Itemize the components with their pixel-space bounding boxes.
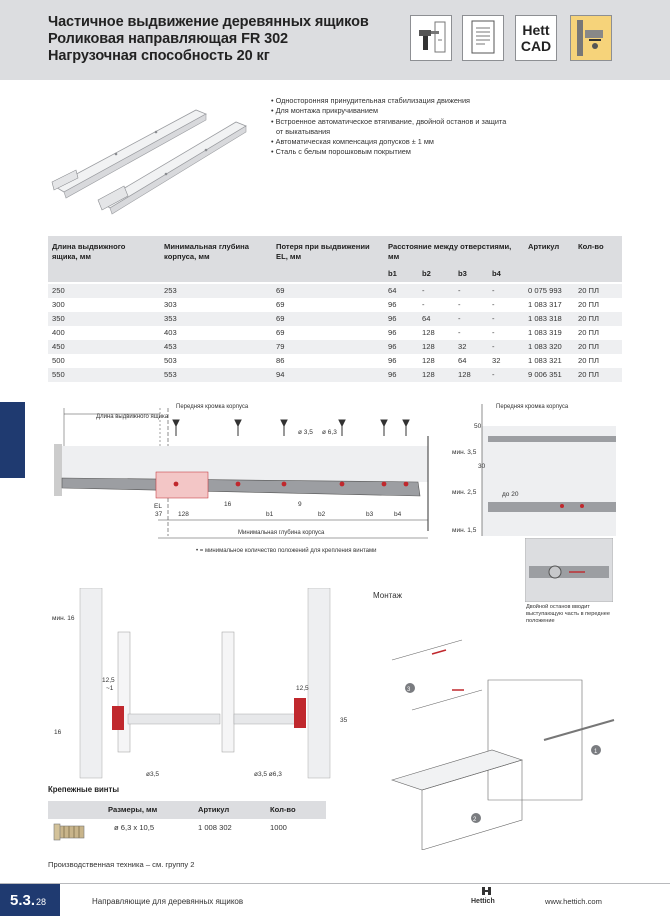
- footer-url[interactable]: www.hettich.com: [545, 897, 602, 906]
- feature-item: • Сталь с белым порошковым покрытием: [271, 147, 511, 157]
- mounting-hole: [404, 482, 409, 487]
- table-cell-b2: -: [422, 300, 425, 309]
- table-cell-qty: 20 ПЛ: [578, 342, 599, 351]
- screw-note: • = минимальное количество положений для крепления винтами: [196, 548, 377, 554]
- section-dim-125-left: 12,5: [102, 677, 115, 684]
- double-stop-note: Двойной останов вводит выступающую часть в переднее положение: [526, 604, 610, 624]
- section-side-tab: [0, 402, 25, 478]
- table-cell-depth: 403: [164, 328, 177, 337]
- screw-mark-icon: [381, 420, 387, 436]
- dim-b4: b4: [394, 511, 402, 518]
- title-line-2: Роликовая направляющая FR 302: [48, 31, 289, 47]
- table-row: [48, 368, 622, 382]
- table-cell-length: 350: [52, 314, 65, 323]
- cross-section-drawing: [48, 588, 348, 780]
- runner-front-detail: [452, 398, 616, 538]
- table-cell-b2: 64: [422, 314, 431, 323]
- col-b4: b4: [492, 269, 501, 278]
- table-cell-b1: 96: [388, 300, 397, 309]
- col-b3: b3: [458, 269, 467, 278]
- screw-col-article: Артикул: [198, 805, 230, 814]
- table-cell-loss: 79: [276, 342, 285, 351]
- section-dim-min16: мин. 16: [52, 615, 75, 622]
- table-row: [48, 340, 622, 354]
- table-row: [48, 312, 622, 326]
- col-length: Длина выдвижного ящика, мм: [52, 242, 126, 261]
- feature-item: • Автоматическая компенсация допусков ± 1 мм: [271, 137, 511, 147]
- montage-step-1: 1: [594, 749, 598, 755]
- montage-step-2: 2: [473, 817, 477, 823]
- table-cell-loss: 94: [276, 370, 285, 379]
- screw-qty: 1000: [270, 823, 287, 832]
- min-depth-label: Минимальная глубина корпуса: [238, 530, 325, 536]
- table-cell-loss: 69: [276, 286, 285, 295]
- montage-title: Монтаж: [373, 591, 402, 600]
- table-cell-depth: 453: [164, 342, 177, 351]
- table-cell-b4: -: [492, 300, 495, 309]
- front-edge-label: Передняя кромка корпуса: [176, 404, 249, 410]
- mounting-detail-icon[interactable]: [570, 15, 612, 61]
- table-cell-depth: 303: [164, 300, 177, 309]
- cad-line-2: CAD: [520, 38, 552, 54]
- page-title: [48, 14, 398, 65]
- table-cell-b3: -: [458, 300, 461, 309]
- table-cell-qty: 20 ПЛ: [578, 286, 599, 295]
- table-cell-b3: -: [458, 328, 461, 337]
- table-cell-length: 500: [52, 356, 65, 365]
- hettcad-icon[interactable]: [515, 15, 557, 61]
- dim-b3: b3: [366, 511, 374, 518]
- screw-mark-icon: [281, 420, 287, 436]
- hole-d63-label: ø 6,3: [322, 429, 337, 436]
- col-b2: b2: [422, 269, 431, 278]
- table-cell-b1: 96: [388, 356, 397, 365]
- col-article: Артикул: [528, 242, 560, 251]
- table-cell-qty: 20 ПЛ: [578, 314, 599, 323]
- table-cell-b3: -: [458, 286, 461, 295]
- table-cell-b2: 128: [422, 370, 435, 379]
- section-dim-35: 35: [340, 717, 348, 724]
- table-cell-qty: 20 ПЛ: [578, 328, 599, 337]
- table-cell-length: 450: [52, 342, 65, 351]
- table-cell-length: 400: [52, 328, 65, 337]
- title-line-1: Частичное выдвижение деревянных ящиков: [48, 14, 369, 30]
- page-number-badge: [0, 884, 60, 916]
- montage-illustration: [372, 620, 622, 850]
- table-cell-length: 550: [52, 370, 65, 379]
- hettich-logo-icon: [480, 886, 494, 896]
- feature-list: [271, 96, 511, 158]
- table-cell-depth: 553: [164, 370, 177, 379]
- table-cell-b4: 32: [492, 356, 501, 365]
- table-cell-depth: 253: [164, 286, 177, 295]
- section-dim-16: 16: [54, 729, 62, 736]
- table-cell-b4: -: [492, 286, 495, 295]
- table-cell-b3: -: [458, 314, 461, 323]
- table-row: [48, 354, 622, 368]
- table-cell-article: 1 083 317: [528, 300, 562, 309]
- footer-section-title: Направляющие для деревянных ящиков: [92, 897, 244, 906]
- table-row: [48, 284, 622, 298]
- col-spacing: Расстояние между отверстиями, мм: [388, 242, 512, 261]
- table-cell-qty: 20 ПЛ: [578, 370, 599, 379]
- table-cell-b3: 64: [458, 356, 467, 365]
- document-sheet-icon[interactable]: [462, 15, 504, 61]
- screw-table-header: [48, 801, 326, 819]
- table-cell-b1: 96: [388, 342, 397, 351]
- table-cell-b2: -: [422, 286, 425, 295]
- screw-right-label: ø3,5 ø6,3: [254, 771, 282, 778]
- section-dim-approx1: ~1: [106, 685, 114, 692]
- right-dim-50: 50: [474, 423, 482, 430]
- dim-16: 16: [224, 501, 232, 508]
- dim-b1: b1: [266, 511, 274, 518]
- table-cell-b4: -: [492, 370, 495, 379]
- table-cell-qty: 20 ПЛ: [578, 300, 599, 309]
- table-cell-article: 1 083 319: [528, 328, 562, 337]
- euro-screw-icon: [52, 821, 88, 843]
- table-cell-article: 9 006 351: [528, 370, 562, 379]
- table-cell-loss: 69: [276, 314, 285, 323]
- table-cell-length: 300: [52, 300, 65, 309]
- runner-product-image: [46, 94, 256, 222]
- table-cell-b1: 96: [388, 370, 397, 379]
- montage-step-3: 3: [407, 687, 411, 693]
- title-line-3: Нагрузочная способность 20 кг: [48, 48, 270, 64]
- feature-item: • Для монтажа прикручиванием: [271, 106, 511, 116]
- dim-128: 128: [178, 511, 189, 518]
- footer-divider: [0, 883, 670, 884]
- mounting-hole: [282, 482, 287, 487]
- screw-row: [48, 819, 326, 845]
- screw-size: ø 6,3 x 10,5: [114, 823, 155, 832]
- mounting-hole: [236, 482, 241, 487]
- table-cell-article: 1 083 318: [528, 314, 562, 323]
- right-dim-min15: мин. 1,5: [452, 527, 477, 534]
- screw-left-label: ø3,5: [146, 771, 160, 778]
- screw-mark-icon: [173, 420, 179, 436]
- mounting-hole: [382, 482, 387, 487]
- production-note: Производственная техника – см. группу 2: [48, 860, 195, 869]
- dim-b2: b2: [318, 511, 326, 518]
- feature-item: • Встроенное автоматическое втягивание, двойной останов и защита от выкатывания: [271, 117, 511, 138]
- col-depth: Минимальная глубина корпуса, мм: [164, 242, 249, 261]
- table-cell-loss: 86: [276, 356, 285, 365]
- section-dim-125-right: 12,5: [296, 685, 309, 692]
- table-cell-b1: 96: [388, 328, 397, 337]
- table-cell-b2: 128: [422, 328, 435, 337]
- table-cell-qty: 20 ПЛ: [578, 356, 599, 365]
- right-dim-min35: мин. 3,5: [452, 449, 477, 456]
- table-cell-b1: 96: [388, 314, 397, 323]
- screw-col-size: Размеры, мм: [108, 805, 158, 814]
- table-cell-b2: 128: [422, 356, 435, 365]
- table-cell-loss: 69: [276, 300, 285, 309]
- table-cell-b4: -: [492, 314, 495, 323]
- cad-line-1: Hett: [522, 22, 550, 38]
- screw-col-qty: Кол-во: [270, 805, 296, 814]
- screw-mark-icon: [403, 420, 409, 436]
- el-label: EL: [154, 503, 162, 510]
- screws-title: Крепежные винты: [48, 785, 119, 794]
- table-cell-article: 1 083 320: [528, 342, 562, 351]
- double-stop-detail: [525, 538, 613, 602]
- table-cell-b4: -: [492, 328, 495, 337]
- drawer-length-label: Длина выдвижного ящика: [96, 414, 169, 420]
- page-number-main: 5.3.: [10, 892, 36, 909]
- table-cell-loss: 69: [276, 328, 285, 337]
- table-cell-b3: 32: [458, 342, 467, 351]
- screw-mark-icon: [235, 420, 241, 436]
- page-number-sub: 28: [36, 897, 47, 907]
- table-cell-length: 250: [52, 286, 65, 295]
- screw-mark-icon: [339, 420, 345, 436]
- table-cell-b2: 128: [422, 342, 435, 351]
- table-cell-article: 0 075 993: [528, 286, 562, 295]
- feature-item: • Односторонняя принудительная стабилизация движения: [271, 96, 511, 106]
- drill-tool-icon[interactable]: [410, 15, 452, 61]
- dim-9: 9: [298, 501, 302, 508]
- right-dim-30: 30: [478, 463, 486, 470]
- table-row: [48, 298, 622, 312]
- right-dim-up-to-20: до 20: [502, 491, 519, 498]
- table-cell-depth: 353: [164, 314, 177, 323]
- col-b1: b1: [388, 269, 397, 278]
- table-cell-article: 1 083 321: [528, 356, 562, 365]
- table-cell-b3: 128: [458, 370, 471, 379]
- table-cell-depth: 503: [164, 356, 177, 365]
- mounting-hole: [174, 482, 179, 487]
- front-edge-right-label: Передняя кромка корпуса: [496, 404, 569, 410]
- right-dim-min25: мин. 2,5: [452, 489, 477, 496]
- dim-37: 37: [155, 511, 163, 518]
- screw-article: 1 008 302: [198, 823, 232, 832]
- footer-brand: Hettich: [471, 898, 495, 905]
- table-row: [48, 326, 622, 340]
- spec-table-header: [48, 236, 622, 282]
- table-cell-b4: -: [492, 342, 495, 351]
- col-loss: Потеря при выдвижении EL, мм: [276, 242, 370, 261]
- table-cell-b1: 64: [388, 286, 397, 295]
- hole-d35-label: ø 3,5: [298, 429, 313, 436]
- col-qty: Кол-во: [578, 242, 604, 251]
- mounting-hole: [340, 482, 345, 487]
- runner-side-drawing: [48, 396, 448, 556]
